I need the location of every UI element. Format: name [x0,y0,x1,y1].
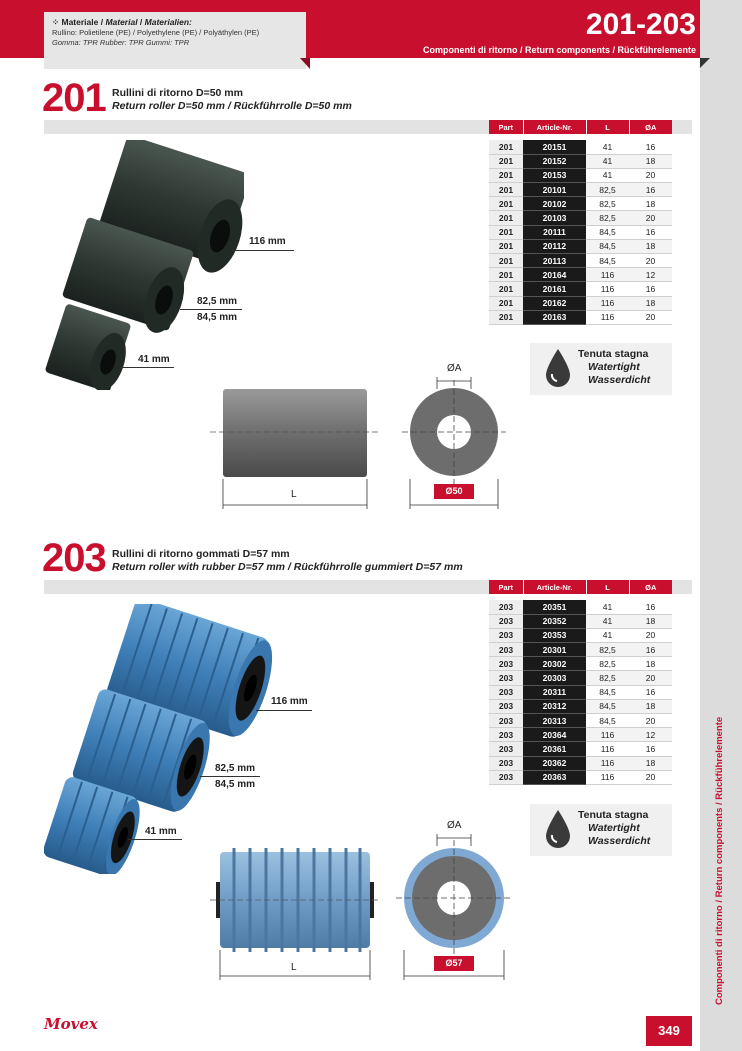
cell-length: 84,5 [586,685,629,699]
col-diameter-header: ØA [629,580,672,594]
col-article-header: Article-Nr. [523,120,586,134]
section-203-watertight [530,804,672,856]
cell-diameter: 16 [629,742,672,756]
table-row [489,600,672,614]
cell-part: 203 [489,628,523,642]
cell-part: 203 [489,699,523,713]
cell-article: 20364 [523,728,586,742]
drawing-201-diameter-badge: Ø50 [434,484,474,499]
table-row [489,699,672,713]
watertight-it: Tenuta stagna [578,348,649,360]
cell-part: 203 [489,643,523,657]
section-203-subtitle: Return roller with rubber D=57 mm / Rückführrolle gummiert D=57 mm [112,561,463,573]
cell-diameter: 16 [629,600,672,614]
table-row [489,728,672,742]
cell-length: 116 [586,310,629,324]
cell-length: 116 [586,296,629,310]
drawing-203-diameter-badge: Ø57 [434,956,474,971]
cell-article: 20301 [523,643,586,657]
watertight-de: Wasserdicht [588,374,651,386]
cell-article: 20151 [523,140,586,154]
cell-diameter: 18 [629,154,672,168]
table-row [489,168,672,182]
cell-length: 82,5 [586,211,629,225]
cell-diameter: 16 [629,140,672,154]
cell-part: 203 [489,657,523,671]
cell-diameter: 16 [629,225,672,239]
cell-diameter: 16 [629,282,672,296]
cell-length: 41 [586,628,629,642]
cell-article: 20112 [523,239,586,253]
side-view-shape [223,389,367,477]
cell-part: 201 [489,254,523,268]
cell-part: 201 [489,183,523,197]
cell-length: 116 [586,268,629,282]
table-row [489,628,672,642]
table-row [489,268,672,282]
table-row [489,614,672,628]
dim-leader-41 [120,367,174,368]
cell-diameter: 20 [629,770,672,784]
cell-article: 20101 [523,183,586,197]
section-203-title: Rullini di ritorno gommati D=57 mm [112,548,290,560]
col-article-header: Article-Nr. [523,580,586,594]
section-203-table [489,580,672,785]
col-diameter-header: ØA [629,120,672,134]
drawing-201-diameter-label: ØA [447,363,462,374]
cell-article: 20363 [523,770,586,784]
drawing-203-length-label: L [291,962,297,973]
watertight-en: Watertight [588,361,640,373]
cell-part: 203 [489,756,523,770]
drawing-203-diameter-label: ØA [447,820,462,831]
cell-article: 20361 [523,742,586,756]
col-length-header: L [586,120,629,134]
cell-length: 116 [586,770,629,784]
watertight-de: Wasserdicht [588,835,651,847]
roller-41-shape [45,303,133,390]
cell-length: 82,5 [586,197,629,211]
materials-line-rubber: Gomma: TPR Rubber: TPR Gummi: TPR [52,38,190,47]
cell-part: 201 [489,154,523,168]
water-drop-icon [544,808,572,850]
section-201-rollers-image [44,140,244,390]
table-row [489,643,672,657]
cell-article: 20353 [523,628,586,642]
cell-diameter: 20 [629,211,672,225]
cell-article: 20351 [523,600,586,614]
cell-length: 41 [586,600,629,614]
cell-diameter: 16 [629,183,672,197]
watertight-en: Watertight [588,822,640,834]
dim-label-rubber-116: 116 mm [271,696,308,707]
cell-article: 20303 [523,671,586,685]
dim-label-rubber-84: 84,5 mm [215,779,256,790]
cell-diameter: 18 [629,699,672,713]
table-row [489,183,672,197]
materials-line-roller: Rullino: Polietilene (PE) / Polyethylene (PE) / Polyäthylen (PE) [52,28,260,37]
cell-length: 84,5 [586,239,629,253]
cell-diameter: 18 [629,239,672,253]
section-203-number: 203 [42,536,106,580]
cell-diameter: 20 [629,671,672,685]
cell-article: 20153 [523,168,586,182]
table-row [489,685,672,699]
section-201-watertight [530,343,672,395]
table-row [489,239,672,253]
table-row [489,154,672,168]
cell-diameter: 18 [629,614,672,628]
dim-leader-82 [180,309,242,310]
table-row [489,657,672,671]
table-row [489,254,672,268]
table-row [489,671,672,685]
table-row [489,310,672,324]
cell-length: 82,5 [586,183,629,197]
dim-leader-rubber-41 [128,839,182,840]
cell-diameter: 20 [629,310,672,324]
cell-article: 20161 [523,282,586,296]
cell-part: 201 [489,282,523,296]
section-subtitle: Componenti di ritorno / Return components / Rückführelemente [422,45,696,55]
cell-diameter: 12 [629,728,672,742]
cell-part: 203 [489,728,523,742]
dim-leader-116 [232,250,294,251]
side-label: Componenti di ritorno / Return components / Rückführelemente [714,716,725,1005]
section-range: 201-203 [585,8,696,41]
cell-diameter: 12 [629,268,672,282]
dim-leader-rubber-82 [200,776,260,777]
cell-article: 20152 [523,154,586,168]
table-row [489,756,672,770]
section-201-table [489,120,672,325]
section-201-subtitle: Return roller D=50 mm / Rückführrolle D=50 mm [112,100,352,112]
cell-article: 20102 [523,197,586,211]
cell-article: 20164 [523,268,586,282]
cell-length: 82,5 [586,643,629,657]
cell-article: 20113 [523,254,586,268]
cell-part: 201 [489,296,523,310]
drawing-201-length-label: L [291,489,297,500]
cell-diameter: 16 [629,643,672,657]
cell-length: 84,5 [586,254,629,268]
dim-label-rubber-82: 82,5 mm [215,763,256,774]
cell-length: 116 [586,756,629,770]
cell-article: 20311 [523,685,586,699]
materials-title: ⁘ Materiale / Material / Materialien: [52,17,192,27]
brand-logo: Movex [44,1015,98,1033]
cell-part: 203 [489,614,523,628]
cell-article: 20302 [523,657,586,671]
cell-article: 20352 [523,614,586,628]
cell-article: 20312 [523,699,586,713]
dim-label-82: 82,5 mm [197,296,238,307]
table-row [489,770,672,784]
table-row [489,211,672,225]
cell-diameter: 16 [629,685,672,699]
watertight-it: Tenuta stagna [578,809,649,821]
col-part-header: Part [489,580,523,594]
cell-part: 203 [489,714,523,728]
cell-diameter: 18 [629,657,672,671]
cell-article: 20162 [523,296,586,310]
materials-box [44,12,306,69]
table-row [489,282,672,296]
cell-length: 116 [586,282,629,296]
cell-diameter: 20 [629,628,672,642]
cell-part: 201 [489,239,523,253]
cell-part: 201 [489,268,523,282]
cell-part: 201 [489,211,523,225]
cell-article: 20362 [523,756,586,770]
dim-label-84: 84,5 mm [197,312,238,323]
table-row [489,742,672,756]
cell-article: 20111 [523,225,586,239]
page-number: 349 [646,1016,692,1046]
table-row [489,225,672,239]
table-row [489,140,672,154]
cell-part: 203 [489,600,523,614]
section-201-title: Rullini di ritorno D=50 mm [112,87,243,99]
cell-length: 82,5 [586,671,629,685]
cell-length: 82,5 [586,657,629,671]
cell-article: 20163 [523,310,586,324]
table-row [489,197,672,211]
cell-length: 84,5 [586,225,629,239]
cell-diameter: 18 [629,296,672,310]
cell-length: 41 [586,168,629,182]
dim-leader-rubber-116 [256,710,312,711]
cell-part: 201 [489,168,523,182]
cell-length: 116 [586,742,629,756]
section-201-number: 201 [42,76,106,120]
cell-part: 201 [489,225,523,239]
cell-length: 116 [586,728,629,742]
cell-length: 84,5 [586,699,629,713]
cell-diameter: 20 [629,714,672,728]
dim-label-rubber-41: 41 mm [145,826,177,837]
cell-diameter: 20 [629,168,672,182]
table-row [489,714,672,728]
cell-diameter: 18 [629,197,672,211]
dim-label-41: 41 mm [138,354,170,365]
col-length-header: L [586,580,629,594]
cell-part: 203 [489,685,523,699]
cell-diameter: 18 [629,756,672,770]
cell-part: 201 [489,140,523,154]
dim-label-116: 116 mm [249,236,286,247]
side-fold [700,58,710,68]
cell-length: 41 [586,154,629,168]
cell-length: 84,5 [586,714,629,728]
water-drop-icon [544,347,572,389]
cell-part: 201 [489,197,523,211]
cell-part: 203 [489,770,523,784]
cell-part: 203 [489,671,523,685]
cell-article: 20313 [523,714,586,728]
cell-length: 41 [586,614,629,628]
cell-article: 20103 [523,211,586,225]
col-part-header: Part [489,120,523,134]
cell-part: 201 [489,310,523,324]
cell-diameter: 20 [629,254,672,268]
materials-box-fold [300,58,310,69]
cell-part: 203 [489,742,523,756]
cell-length: 41 [586,140,629,154]
table-row [489,296,672,310]
